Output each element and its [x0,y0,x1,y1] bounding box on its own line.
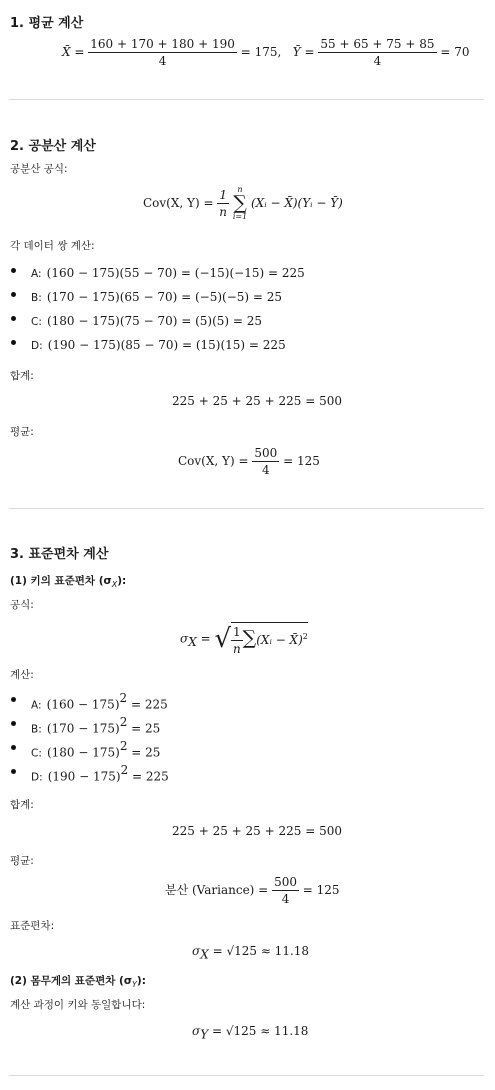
item-expr: (170 − 175)(65 − 70) = (−5)(−5) = 25 [46,290,283,304]
x-bar-label: X̄ [62,45,71,59]
bullet-icon [11,316,16,321]
cov-avg-label: 평균: [10,426,34,438]
y-bar-label: Ȳ [292,45,301,59]
section-1-heading: 1. 평균 계산 [10,16,84,31]
item-expr: (160 − 175)(55 − 70) = (−15)(−15) = 225 [46,266,305,280]
bullet-icon [11,292,16,297]
cov-sum-label: 합계: [10,370,34,382]
item-key: D: [31,340,43,352]
subheading-text: (2) 몸무게의 표준편차 (σ [10,975,132,987]
sum-lower: i=1 [232,212,248,221]
pairs-label: 각 데이터 쌍 계산: [10,240,95,252]
item-expr: (170 − 175) [46,721,120,736]
divider [9,1075,484,1076]
item-key: A: [31,268,42,280]
same-process-text: 계산 과정이 키와 동일합니다: [10,999,146,1011]
item-expr: (190 − 175)(85 − 70) = (15)(15) = 225 [47,338,286,352]
y-mean-numerator: 55 + 65 + 75 + 85 [320,37,435,51]
variance-den: 4 [281,892,290,906]
subheading-end: ): [136,975,146,987]
y-mean-denominator: 4 [373,54,382,68]
x-mean-result: 175, [254,45,282,59]
var-avg-label: 평균: [10,855,34,867]
item-result: = 225 [128,769,169,784]
subheading-text: (1) 키의 표준편차 (σ [10,575,112,587]
item-expr: (190 − 175) [47,769,121,784]
divider [9,508,484,509]
bullet-icon [11,697,16,702]
variance-formula [165,875,340,906]
bullet-icon [11,745,16,750]
std-x-value: = √125 ≈ 11.18 [212,944,310,958]
item-result: = 225 [127,697,168,712]
cov-sum-expr: 225 + 25 + 25 + 225 = 500 [172,394,342,408]
section-3-heading: 3. 표준편차 계산 [10,547,109,562]
variance-num: 500 [274,875,297,889]
cov-symbol: Cov(X, Y) [143,196,200,210]
var-sum-expr: 225 + 25 + 25 + 225 = 500 [172,824,342,838]
cov-frac-den: n [219,205,228,219]
root-num: 1 [233,625,241,639]
item-key: B: [31,292,42,304]
x-mean-numerator: 160 + 170 + 180 + 190 [90,37,235,51]
item-expr: (180 − 175)(75 − 70) = (5)(5) = 25 [46,314,263,328]
cov-formula: Cov(X, Y) = $\frac{1}{n}$ n ∑ i=1 (Xᵢ − X̄)(Yᵢ − Ȳ) [143,185,343,221]
item-result: = 25 [127,745,161,760]
divider [9,99,484,100]
std-y-value: = √125 ≈ 11.18 [211,1024,309,1038]
bullet-icon [11,721,16,726]
cov-formula-body: (Xᵢ − X̄)(Yᵢ − Ȳ) [251,196,343,210]
cov-avg-lhs: Cov(X, Y) = [178,454,249,468]
calc-label: 계산: [10,669,34,681]
section-2-heading: 2. 공분산 계산 [10,139,96,154]
sum-icon: ∑ [233,192,247,214]
sqrt-icon: √ [214,624,232,654]
item-expr: (180 − 175) [46,745,120,760]
item-key: D: [31,771,43,784]
height-std-subheading [10,573,126,589]
subheading-end: ): [117,575,127,587]
cov-avg-result: = 125 [283,454,320,468]
cov-frac-num: 1 [219,188,227,202]
root-body: (Xᵢ − X̄) [256,633,303,647]
sigma-symbol: σ [180,631,189,646]
variance-result: = 125 [302,883,340,897]
mean-formula: X̄ = $\frac{160 + 170 + 180 + 190}{4}$ = 175, Ȳ = $\frac{55 + 65 + 75 + 85}{4}$ = 70 [62,37,470,68]
item-key: B: [31,723,42,736]
variance-lhs: 분산 (Variance) = [165,883,269,897]
sigma-sub: X [188,634,197,649]
var-sum-label: 합계: [10,799,34,811]
bullet-icon [11,268,16,273]
subheading-sub: Y [132,980,137,990]
cov-avg-formula [178,446,320,477]
x-mean-denominator: 4 [158,54,167,68]
root-den: n [232,642,241,656]
bullet-icon [11,769,16,774]
cov-formula-label: 공분산 공식: [10,163,68,175]
bullet-icon [11,340,16,345]
std-x-result: $\sigma_X = √125 \approx 11.18$ [192,944,310,962]
std-y-result: $\sigma_Y = √125 \approx 11.18$ [192,1024,309,1042]
item-key: A: [31,699,42,712]
subheading-sub: X [111,580,118,590]
y-mean-result: 70 [454,45,470,59]
item-key: C: [31,316,42,328]
cov-avg-den: 4 [261,463,270,477]
sum-upper: n [237,185,243,194]
sum-icon: ∑ [242,627,257,649]
std-formula-label: 공식: [10,599,34,611]
weight-std-subheading [10,973,146,989]
std-formula: $\sigma_X$ = √ $\frac{1}{n}$ ∑(Xᵢ − X̄)$^2$ [180,624,308,656]
item-key: C: [31,747,42,760]
cov-avg-num: 500 [254,446,278,460]
item-result: = 25 [127,721,161,736]
std-label: 표준편차: [10,920,55,932]
item-expr: (160 − 175) [46,697,120,712]
